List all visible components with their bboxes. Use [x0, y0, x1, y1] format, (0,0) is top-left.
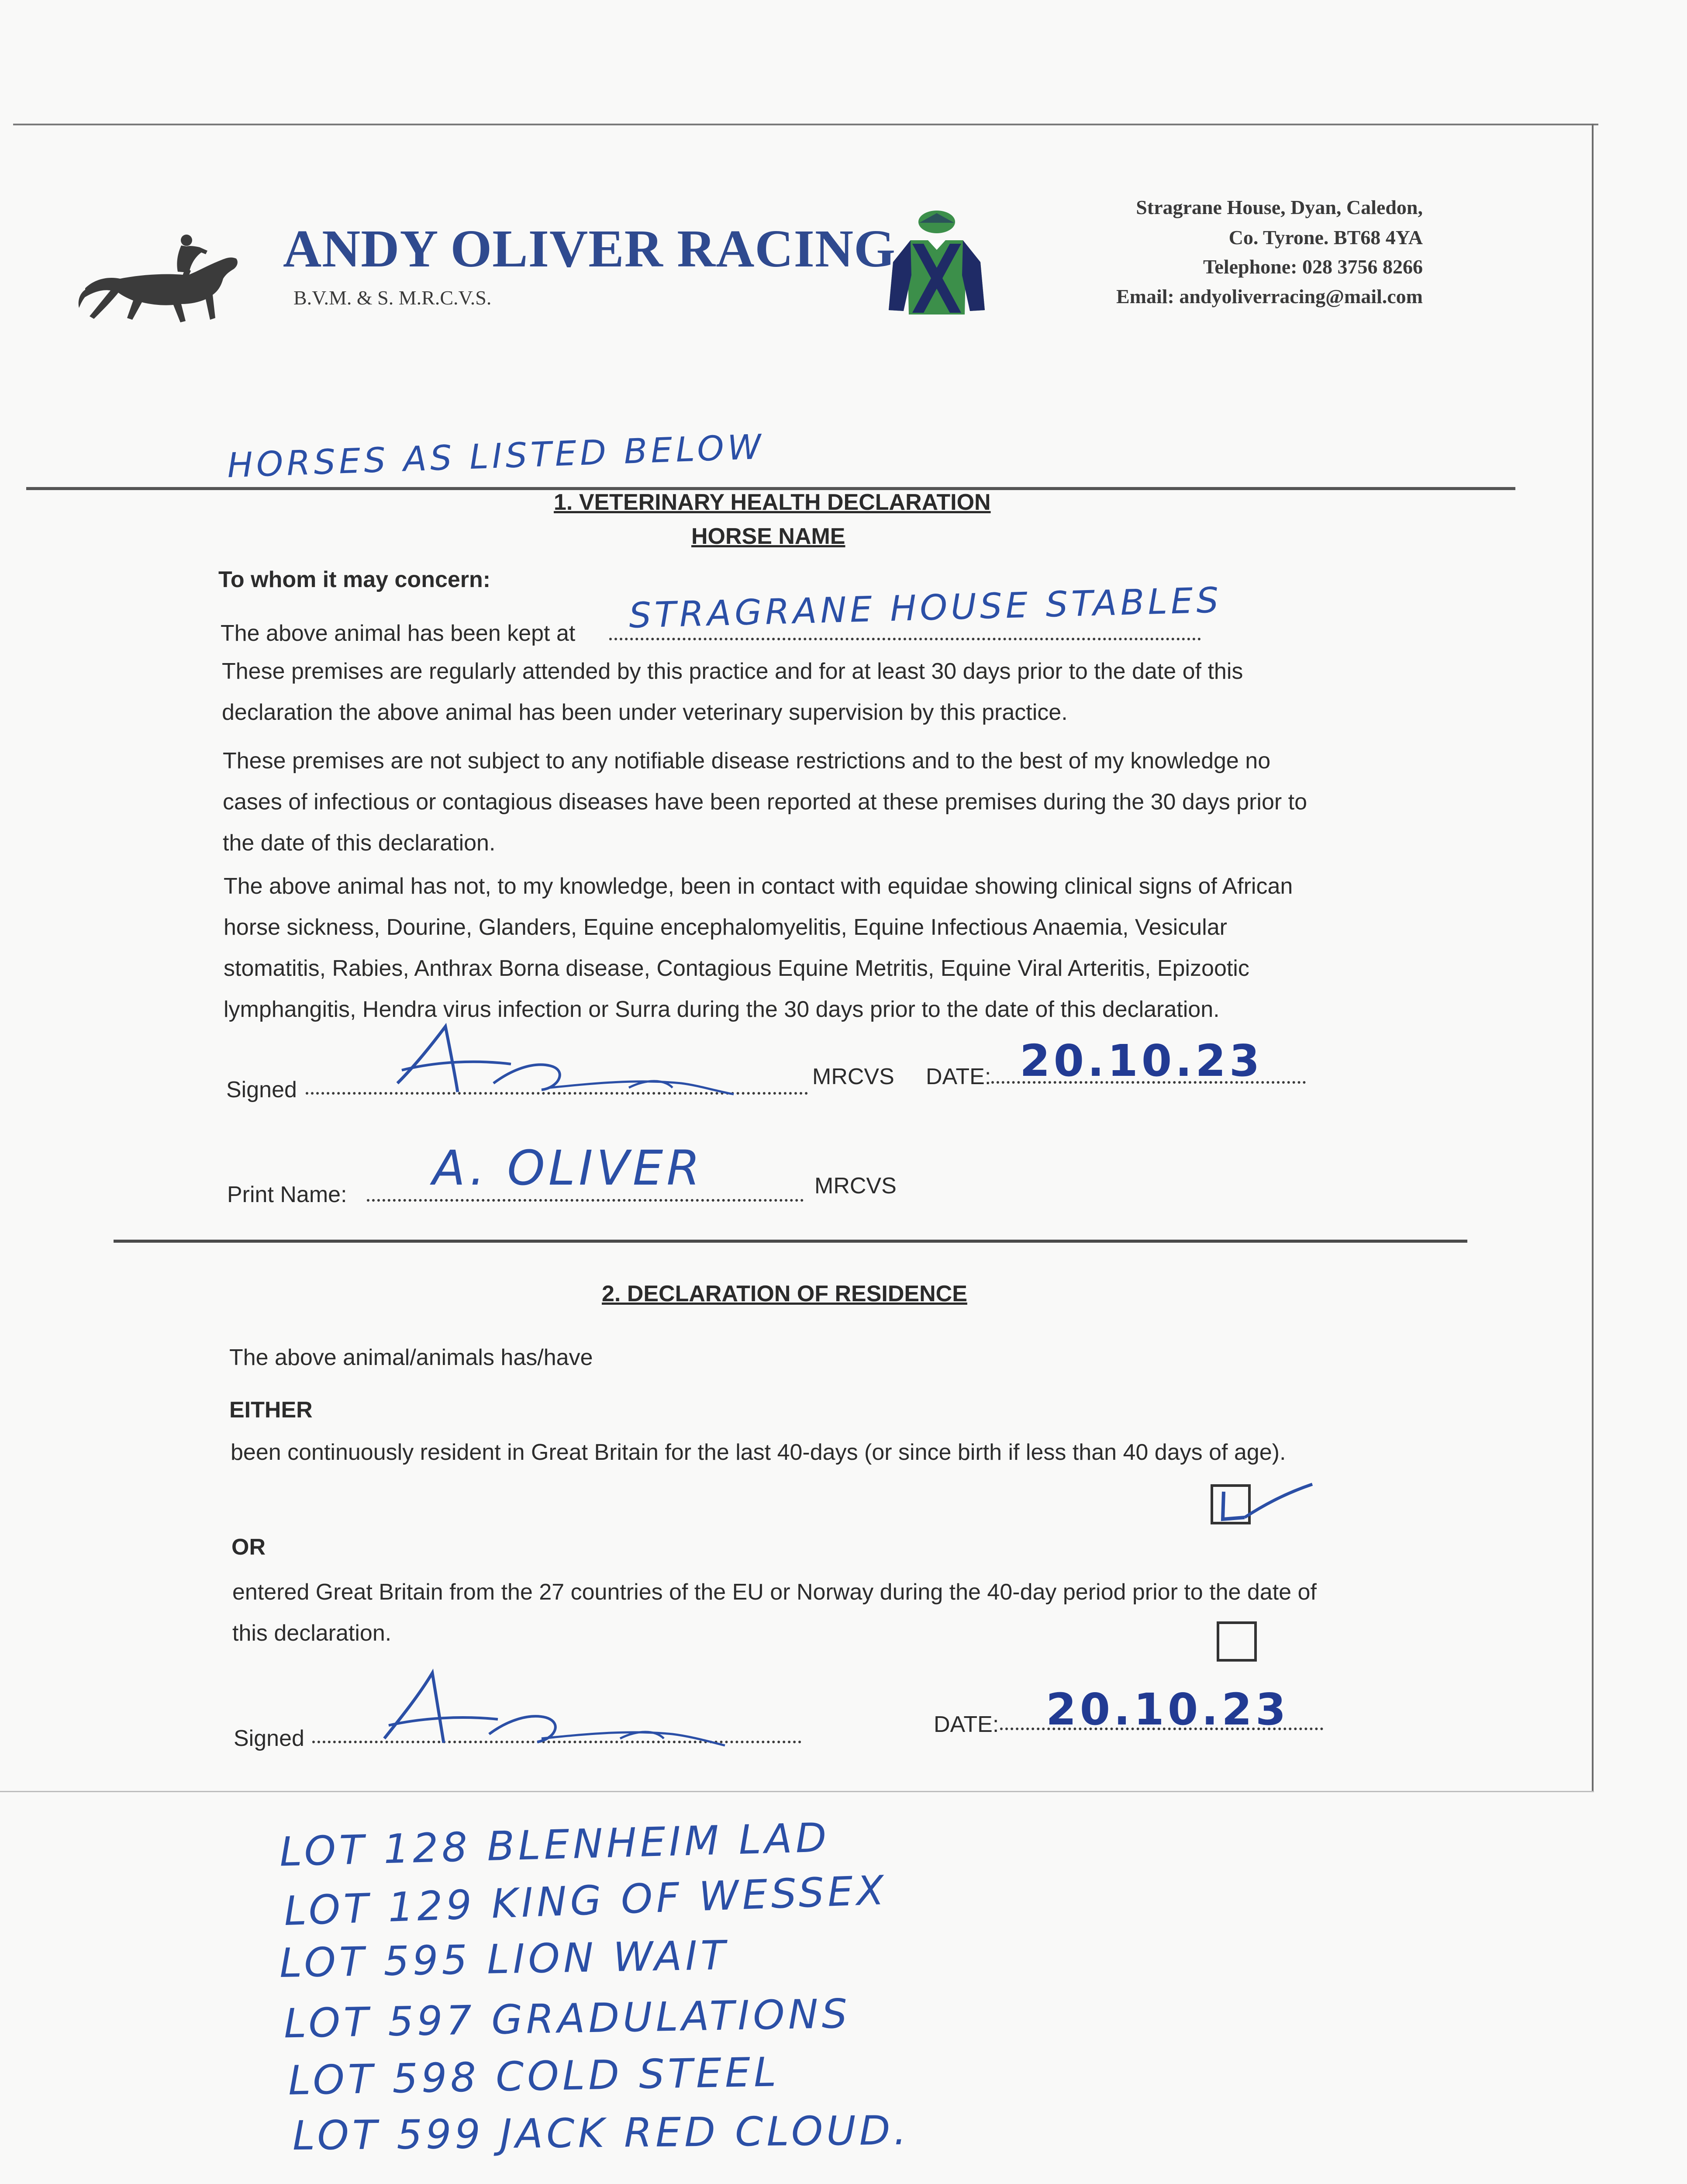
lot-item: LOT 129 KING OF WESSEX: [283, 1866, 888, 1935]
signed-label-1: Signed: [226, 1077, 297, 1102]
address-line-2: Co. Tyrone. BT68 4YA: [1228, 226, 1423, 249]
email: Email: andyoliverracing@mail.com: [1116, 285, 1423, 308]
telephone: Telephone: 028 3756 8266: [1203, 256, 1423, 278]
lot-item: LOT 599 JACK RED CLOUD.: [292, 2107, 911, 2160]
option2-text: entered Great Britain from the 27 countries of the EU or Norway during the 40-day period prior to the date of this declaration.: [232, 1579, 1317, 1646]
page-top-edge: [13, 124, 1598, 125]
or-label: OR: [231, 1534, 266, 1560]
para-premises-attended: These premises are regularly attended by this practice and for at least 30 days prior to the date of this declaration the above animal has been under veterinary supervision by this practice.: [222, 659, 1243, 725]
date-value-1: 20.10.23: [1020, 1035, 1263, 1086]
para-no-contact: The above animal has not, to my knowledge, been in contact with equidae showing clinical signs of African horse sickness, Dourine, Glanders, Equine encephalomyelitis, Equine Infectious Anaemia, Vesicular stomatitis, Rabies, Anthrax Borna disease, Contagious Equine Metritis, Equine Viral Arteritis, Epizootic lymphangitis, Hendra virus infection or Surra during the 30 days prior to the date of this declaration.: [224, 874, 1293, 1022]
para-no-restrictions: These premises are not subject to any notifiable disease restrictions and to the best of my knowledge no cases of infectious or contagious diseases have been reported at these premises during the 30 days prior to the date of this declaration.: [223, 748, 1308, 856]
signature-2: [367, 1664, 751, 1756]
print-name-line: [367, 1199, 804, 1202]
option1-text: been continuously resident in Great Britain for the last 40-days (or since birth if less than 40 days of age).: [231, 1440, 1286, 1465]
page-bottom-edge: [0, 1791, 1594, 1792]
print-name-label: Print Name:: [227, 1182, 347, 1207]
section1-subtitle: HORSE NAME: [691, 524, 845, 549]
option1-check-mark: [1214, 1472, 1319, 1533]
qualifications: B.V.M. & S. M.R.C.V.S.: [293, 287, 492, 309]
print-name-value: A. OLIVER: [432, 1140, 704, 1196]
date-label-2: DATE:: [934, 1712, 999, 1737]
lot-item: LOT 597 GRADULATIONS: [283, 1990, 851, 2047]
salutation: To whom it may concern:: [218, 567, 491, 592]
racehorse-jockey-icon: [76, 227, 249, 332]
lot-item: LOT 128 BLENHEIM LAD: [279, 1814, 831, 1876]
date-value-2: 20.10.23: [1046, 1684, 1290, 1735]
lot-item: LOT 595 LION WAIT: [279, 1932, 729, 1987]
kept-at-dotted-line: [609, 638, 1201, 640]
either-label: EITHER: [229, 1397, 313, 1423]
print-name-mrcvs: MRCVS: [814, 1173, 897, 1199]
jockey-silks-icon: [884, 210, 989, 319]
section-divider: [114, 1240, 1467, 1243]
handwritten-lot-list: [271, 1814, 1363, 2171]
date-label-1: DATE:: [926, 1064, 991, 1089]
kept-at-label: The above animal has been kept at: [221, 621, 576, 646]
section2-title: 2. DECLARATION OF RESIDENCE: [602, 1281, 967, 1306]
residence-intro: The above animal/animals has/have: [229, 1345, 593, 1370]
option2-checkbox[interactable]: [1217, 1621, 1257, 1662]
section1-title: 1. VETERINARY HEALTH DECLARATION: [554, 490, 991, 515]
mrcvs-label-1: MRCVS: [812, 1064, 894, 1089]
lot-item: LOT 598 COLD STEEL: [288, 2049, 780, 2104]
company-name: ANDY OLIVER RACING: [283, 219, 896, 278]
kept-at-value: STRAGRANE HOUSE STABLES: [628, 580, 1223, 636]
signature-1: [384, 1018, 751, 1109]
address-line-1: Stragrane House, Dyan, Caledon,: [1136, 196, 1423, 218]
handwritten-horses-note: HORSES AS LISTED BELOW: [226, 427, 766, 486]
page-right-edge: [1592, 124, 1594, 1792]
signed-label-2: Signed: [234, 1726, 304, 1751]
